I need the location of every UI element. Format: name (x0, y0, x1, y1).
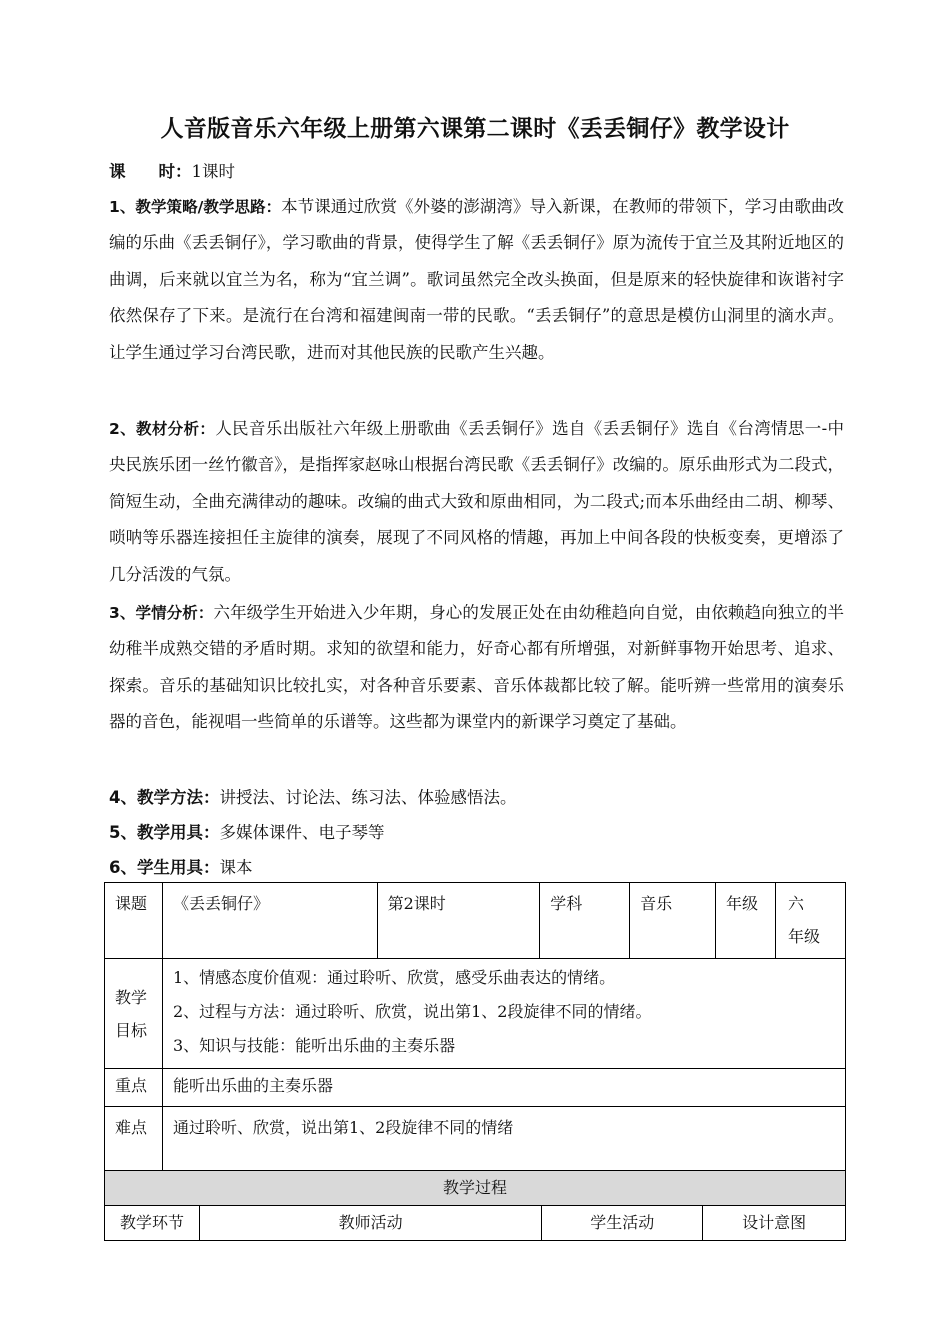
section-heading: 4、教学方法： (109, 788, 220, 807)
topic-label: 课题 (105, 883, 163, 959)
column-header: 教学环节 (105, 1206, 200, 1241)
section-strategy (109, 189, 844, 371)
grade-label: 年级 (716, 883, 776, 959)
goal-item: 2、过程与方法：通过聆听、欣赏，说出第1、2段旋律不同的情绪。 (172, 1002, 652, 1021)
section-text: 讲授法、讨论法、练习法、体验感悟法。 (219, 788, 517, 807)
teaching-process-table (104, 1170, 846, 1241)
table-row (105, 1171, 846, 1206)
class-hours-label: 课 时： (109, 162, 192, 181)
document-title: 人音版音乐六年级上册第六课第二课时《丢丢铜仔》教学设计 (160, 116, 790, 142)
key-point-label: 重点 (105, 1069, 163, 1107)
class-hours-value: 1课时 (191, 162, 235, 181)
section-heading: 2、教材分析： (109, 420, 216, 438)
section-heading: 5、教学用具： (109, 823, 220, 842)
lesson-info-table (104, 882, 846, 1176)
section-heading: 1、教学策略/教学思路： (109, 198, 282, 216)
section-text: 六年级学生开始进入少年期，身心的发展正处在由幼稚趋向自觉，由依赖趋向独立的半幼稚半成熟交错的矛盾时期。求知的欲望和能力，好奇心都有所增强，对新鲜事物开始思考、追求、探索。音乐的基础知识比较扎实，对各种音乐要素、音乐体裁都比较了解。能听辨一些常用的演奏乐器的音色，能视唱一些简单的乐谱等。这些都为课堂内的新课学习奠定了基础。 (109, 603, 845, 732)
table-row (105, 1107, 846, 1176)
column-header: 学生活动 (542, 1206, 703, 1241)
process-header: 教学过程 (105, 1171, 846, 1206)
lesson-number: 第2课时 (377, 883, 540, 959)
goal-item: 1、情感态度价值观：通过聆听、欣赏，感受乐曲表达的情绪。 (172, 968, 616, 987)
section-material-analysis (109, 411, 844, 593)
goal-item: 3、知识与技能：能听出乐曲的主奏乐器 (172, 1036, 456, 1055)
section-teaching-methods (109, 780, 844, 816)
goals-cell (162, 959, 845, 1069)
column-header: 教师活动 (199, 1206, 541, 1241)
subject-label: 学科 (540, 883, 630, 959)
difficulty-label: 难点 (105, 1107, 163, 1176)
section-teaching-tools (109, 815, 844, 851)
column-header: 设计意图 (703, 1206, 846, 1241)
section-text: 人民音乐出版社六年级上册歌曲《丢丢铜仔》选自《丢丢铜仔》选自《台湾情思一-中央民族乐团一丝竹徽音》，是指挥家赵咏山根据台湾民歌《丢丢铜仔》改编的。原乐曲形式为二段式，简短生动，全曲充满律动的趣味。改编的曲式大致和原曲相同，为二段式;而本乐曲经由二胡、柳琴、唢呐等乐器连接担任主旋律的演奏，展现了不同风格的情趣，再加上中间各段的快板变奏，更增添了几分活泼的气氛。 (109, 419, 844, 584)
key-point-text: 能听出乐曲的主奏乐器 (162, 1069, 845, 1107)
subject-value: 音乐 (630, 883, 716, 959)
section-heading: 6、学生用具： (109, 858, 220, 877)
section-student-analysis (109, 595, 844, 741)
section-text: 本节课通过欣赏《外婆的澎湖湾》导入新课，在教师的带领下，学习由歌曲改编的乐曲《丢丢铜仔》，学习歌曲的背景，使得学生了解《丢丢铜仔》原为流传于宜兰及其附近地区的曲调，后来就以宜兰为名，称为“宜兰调”。歌词虽然完全改头换面，但是原来的轻快旋律和诙谐衬字依然保存了下来。是流行在台湾和福建闽南一带的民歌。“丢丢铜仔”的意思是模仿山洞里的滴水声。让学生通过学习台湾民歌，进而对其他民族的民歌产生兴趣。 (109, 197, 845, 362)
section-text: 课本 (219, 858, 253, 877)
class-hours-line (109, 154, 844, 190)
table-row (105, 883, 846, 959)
table-row (105, 959, 846, 1069)
section-student-tools (109, 850, 844, 886)
topic-value: 《丢丢铜仔》 (162, 883, 377, 959)
grade-value: 六 年级 (775, 883, 845, 959)
table-row (105, 1206, 846, 1241)
goals-label: 教学目标 (105, 959, 163, 1069)
difficulty-text: 通过聆听、欣赏，说出第1、2段旋律不同的情绪 (162, 1107, 845, 1176)
table-row (105, 1069, 846, 1107)
section-heading: 3、学情分析： (109, 604, 214, 622)
section-text: 多媒体课件、电子琴等 (219, 823, 385, 842)
